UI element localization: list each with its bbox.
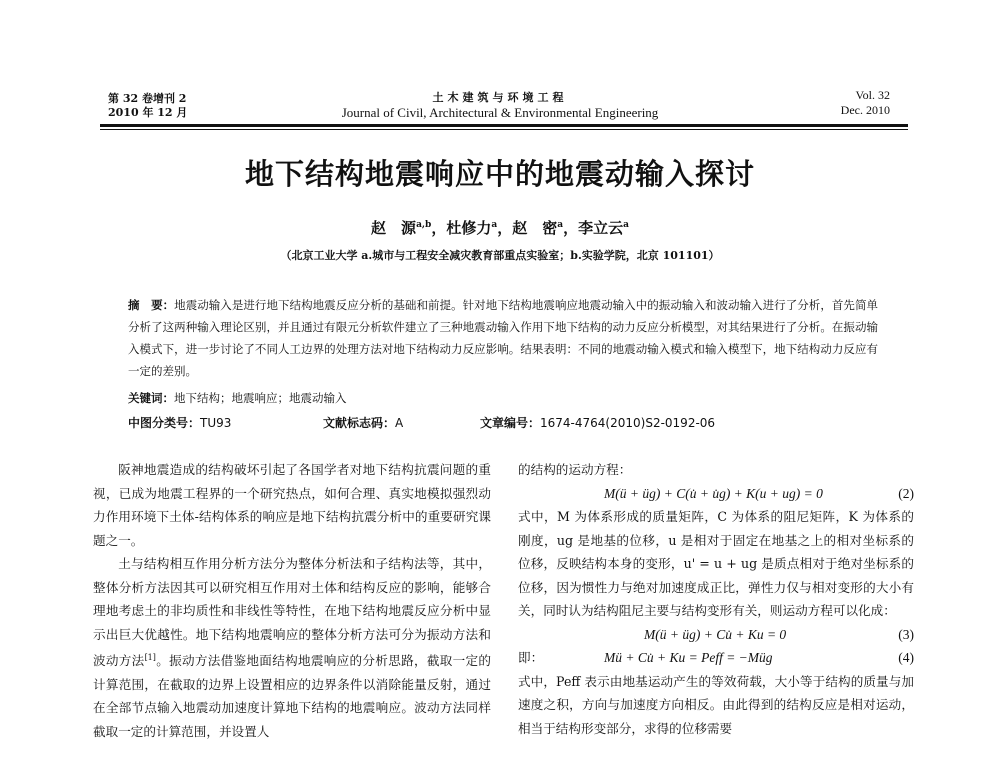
equation-body: M(ü + üg) + C(u̇ + u̇g) + K(u + ug) = 0 <box>604 485 823 501</box>
article-number <box>480 414 715 431</box>
journal-volume-cn <box>108 92 187 120</box>
equation-3 <box>518 623 914 647</box>
abstract-text: 地震动输入是进行地下结构地震反应分析的基础和前提。针对地下结构地震响应地震动输入中的振动输入和波动输入进行了分析，首先简单分析了这两种输入理论区别，并且通过有限元分析软件建立了三种地震动输入作用下地下结构的动力反应分析模型，对其结果进行了分析。在振动输入模式下，进一步讨论了不同人工边界的处理方法对地下结构动力反应影响。结果表明：不同的地震动输入模式和输入模型下，地下结构动力反应有一定的差别。 <box>128 298 878 378</box>
volume-cn: 第 32 卷增刊 2 <box>108 92 187 105</box>
clc-label: 中图分类号： <box>128 416 201 430</box>
author-affil-mark: a <box>491 220 498 230</box>
abstract-label: 摘 要： <box>128 298 175 312</box>
header-rule-thick <box>100 124 908 127</box>
author-name: 李立云 <box>578 219 624 237</box>
paragraph: 阪神地震造成的结构破坏引起了各国学者对地下结构抗震问题的重视，已成为地震工程界的一个研究热点，如何合理、真实地模拟强烈动力作用环境下土体-结构体系的响应是地下结构抗震分析中的重要研究课题之一。 <box>93 462 491 548</box>
paragraph-text: 土与结构相互作用分析方法分为整体分析法和子结构法等，其中，整体分析方法因其可以研究相互作用对土体和结构反应的影响，能够合理地考虑土的非均质性和非线性等特性，在地下结构地震反应分析中显示出巨大优越性。地下结构地震响应的整体分析方法可分为振动方法和波动方法 <box>93 556 491 669</box>
clc-value: TU93 <box>200 416 232 430</box>
journal-volume-en <box>841 88 890 118</box>
article-no-value: 1674-4764(2010)S2-0192-06 <box>540 416 716 430</box>
body-column-left <box>93 458 491 743</box>
author-affil-mark: a,b <box>416 220 432 230</box>
volume-en: Vol. 32 <box>855 88 890 102</box>
header-rule-thin <box>100 129 908 130</box>
author-name: 赵 源 <box>371 219 417 237</box>
clc-number <box>128 414 231 431</box>
journal-name-en: Journal of Civil, Architectural & Environmental Engineering <box>341 105 659 120</box>
keywords-text: 地下结构；地震响应；地震动输入 <box>174 391 347 405</box>
article-no-label: 文章编号： <box>480 416 541 430</box>
affiliation: （北京工业大学 a.城市与工程安全减灾教育部重点实验室；b.实验学院，北京 101101） <box>280 249 720 262</box>
author-affil-mark: a <box>623 220 629 230</box>
equation-2 <box>518 482 914 506</box>
body-column-right <box>518 458 914 740</box>
doc-code-label: 文献标志码： <box>323 416 396 430</box>
journal-name-cn: 土木建筑与环境工程 <box>432 91 568 104</box>
citation-ref: [1] <box>144 653 156 662</box>
equation-number: (3) <box>898 626 914 642</box>
paragraph: 式中，M 为体系形成的质量矩阵，C 为体系的阻尼矩阵，K 为体系的刚度，ug 是地基的位移，u 是相对于固定在地基之上的相对坐标系的位移，反映结构本身的变形，u' = u + ug 是质点相对于绝对坐标系的位移，因为惯性力与绝对加速度成正比，弹性力仅与相对变形的大小有关，同时认为结构阻尼主要与结构变形有关，则运动方程可以化成： <box>518 509 914 618</box>
keywords <box>128 390 347 406</box>
paragraph-text: 。振动方法借鉴地面结构地震响应的分析思路，截取一定的计算范围，在截取的边界上设置相应的边界条件以消除能量反射，通过在全部节点输入地震动加速度计算地下结构的地震响应。波动方法同样截取一定的计算范围，并设置人 <box>93 653 492 739</box>
author-list: 赵 源$^{a,b}$，杜修力$^a$，赵 密$^a$，李立云$^a$ <box>371 219 629 237</box>
paragraph: 式中，Peff 表示由地基运动产生的等效荷载，大小等于结构的质量与加速度之积，方向与加速度方向相反。由此得到的结构反应是相对运动，相当于结构形变部分，求得的位移需要 <box>518 673 914 736</box>
author-name: 杜修力 <box>446 219 492 237</box>
equation-body: M(ü + üg) + Cu̇ + Ku = 0 <box>644 626 787 642</box>
equation-number: (4) <box>898 650 914 665</box>
journal-name <box>280 90 720 120</box>
abstract <box>128 294 878 382</box>
equation-prefix: 即： <box>518 650 544 665</box>
paragraph: 的结构的运动方程： <box>518 462 632 477</box>
equation-4 <box>518 646 914 670</box>
date-en: Dec. 2010 <box>840 103 890 117</box>
doc-code-value: A <box>395 416 404 430</box>
equation-number: (2) <box>898 485 914 501</box>
paper-title: 地下结构地震响应中的地震动输入探讨 <box>244 157 755 191</box>
author-name: 赵 密 <box>512 219 558 237</box>
paragraph <box>93 552 491 743</box>
equation-body: Mü + Cu̇ + Ku = Peff = −Müg <box>604 650 773 665</box>
document-code <box>323 414 403 431</box>
author-affil-mark: a <box>557 220 564 230</box>
keywords-label: 关键词： <box>128 391 174 405</box>
date-cn: 2010 年 12 月 <box>108 106 188 119</box>
